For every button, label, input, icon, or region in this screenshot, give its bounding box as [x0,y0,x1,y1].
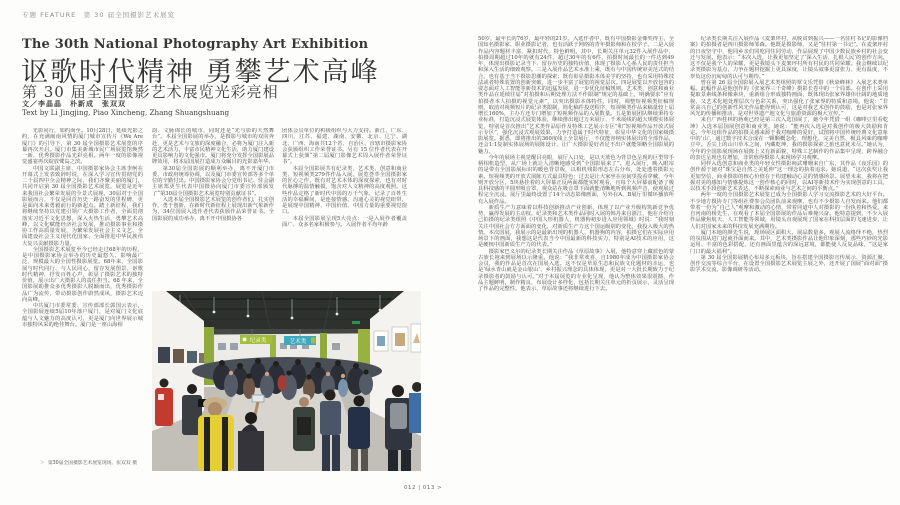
body-paragraph: 今年的展场主视觉醒目亮眼，展厅入口处，是以天蓝色为背景色呈现的巨型带手柄相机造型，从广场上就让人清晰地感受到“全国影展来了”。进入展厅，映入眼帘的是带有全国影展标识的暖色背景板，以相机残影形态左右分布，处处透着摄影元素。短视频类的开放式展陈方式最具特色：过去是让大家坐在房间里投看穿戴，今年则开放分区，5块悬挂着的大屏幕正反两面都能实时观看，且每个大屏幕前配备了极具科技感的半圆形吸音罩，观众站在吸音罩下面就能清晰地听到视频声音，使观展过程完全沉浸。展厅里最终设置了14个动态影像画面，另外在A、B展厅里循环播放所有入展作品。 [478,154,674,205]
body-paragraph: 本届全国影展共有纪录类、艺术类、创意和商业类、短视频类279件作品入展。展览荟萃全国摄影家的匠心之作，既有对艺术本体的深度探索，也有对时代脉搏的温情触摸，饱含对人文精神的高度观照。这些作品定格了新时代中国的万千气象，记录了百姓生活的幸福瞬间，是连接情感、沟通心灵的视觉纽带，是展现中国精神、中国价值、中国力量的重要视觉窗口。 [282,165,407,216]
left-page-column-1 [22,128,143,436]
body-paragraph: 本届全国影展呈现5大亮点：一是入展作者覆盖面广、众多名家积极参与。入展作者平均年龄 [282,215,407,228]
page-kicker: 专题 FEATURE 第 30 届全国摄影艺术展览 [22,11,176,19]
caption-arrow-icon: ＞ [40,461,45,466]
byline-english: Text by Li Jingjing, Piao Xincheng, Zhang Shuangshuang [22,108,230,117]
body-paragraph: 第30届全国影展的顺利举办，离不开厦门市委、市政府统筹协调，以及厦门市委宣传部等多个单位的辛勤付出。中国摄影家协会分党组书记、驻会副主席郑更生代表中国摄协向厦门市委宣传部颁发了“第30届全国摄影艺术展览特别贡献证书”。 [152,165,274,197]
body-paragraph: 摄影家巴义尔的纪录类长期关注作品《草原故事》入展，他特意穿上藏蓝色的蒙古族长袍来到展场以示隆重。他说：“我非常欢喜，自1980年成为中国摄影家协会会员，我的作品是首次在国展入选。这不仅是草原生态和民族文化题材的幸运，也是‘绿水青山就是金山银山’、乡村振兴理念的具体体现，更是对一大批长期致力于纪录摄影者的鼓励与认可。”对于本届展览的专业化呈现，他认为整体效果很震撼，作品主题鲜明，制作精良，布展设计多样化，包括长期关注单元的折页展示，灵活呈现了作品的完整性。他表示，草原故事还将继续进行下去。 [478,248,674,292]
body-paragraph: 光影同行，如约而至。10月28日，延续光影之约，在充满闽南风情的厦门城市宣传片《We Are 厦门》的引导下，第 30 届全国摄影艺术展览的序幕再次开启。厦门市集美新城市民广场展览馆焕然一新，优秀摄影作品光彩亮相。两年一度的影像视觉盛宴再次绽放鹭岛之滨。 [22,128,143,166]
exhibition-photo [152,291,421,471]
right-page-column-2 [690,36,888,456]
body-paragraph: 入选本届全国摄影艺术展览的创作者们，扎实创作、勇于创新，在新时代新征程上展现出新气象新作为，34位国展入选作者代表获颁作品荣誉证书。全国影展的成功举办，离不开中国摄协各 [152,196,274,222]
body-paragraph: 来自广西桂林的蒋莉已经是第三次入选国展了，她今年凭借一组《咖啡豆里看乾坤》入选本届国展创意和商业类。她说：“能再次入选是对我创作的极大鼓励和肯定。今年这组作品的拍摄灵感来源于我对咖啡的爱好，试图将中国传统经典文化意象中的‘山’，通过数字技术合成在一颗颗概念化、理想化、完美自然、极具风味的咖啡豆中。舌尖上的山川草木之间，内藏乾坤，我的摄影探索之旅也意犹未尽。”她认为，今年的全国影展现场在展陈上又有新面貌，特殊工艺制作的作品集中呈现，跨界融合的表达呈现也有增加，非常值得摄影人来现场学习观摩。 [690,117,888,161]
body-paragraph: 韵、文脉绵长的城市，同时还是“光与影的天然舞台”。本届全国影展的举办，是摄影与城市的双向奔赴，更是艺术与文旅的深度融合，必将为厦门注入新的艺术活力，丰富市民精神文化生活，助力厦门建设更具影响力的文化强市。厦门将充分发挥全国影展品牌效用，将本届国展打造成万众瞩目的光影嘉年华。 [152,128,274,166]
body-paragraph: 曾在第 26 届全国影展入展艺术类组照的覃文乐凭借《秋染峰林》入展艺术类单幅。此幅作品是他创作的《张家界三千奇峰》摄影长卷中的一个局部。在创作上采用提取景素线条和像素块，重新组合形成独特画面，既体现出张家界雄伟壮阔的地质地貌，又艺术化地处理层次与色彩关系，突出强化了张家界的特质和意境。他说：“非常高兴自己的创新性风光作品能得到认可，这是对我艺术创作的鼓励，也是对张家界风光的传播和推动，是对世界遗产地文化与旅游资源的极大宣传。” [690,79,888,117]
body-paragraph: 两年一度的全国摄影艺术展览已成为全国摄影人学习交流摄影艺术的大好平台。不少地方摄协专门等组社费参会员团队前来观摩，也有不少摄影人自发而来。他们都带着一份为“自己人”观摩和激动的心情，带着同道中人对摄影的一份执着和热爱。来自河南的杨先生，在观看了本届全国影展的作品后难掩兴奋。他特意提到，不少入展作品聚焦航天、人工智能等领域，用镜头直观展现了国家在科技层面的飞速进步，让人们对国家未来的科技发展充满期待。 [690,192,888,230]
svg-text:艺术类: 艺术类 [289,339,307,345]
body-paragraph: 中国文联副主席、中国摄影家协会主席李舸在开幕式上发表致辞时说，在深入学习宣传贯彻党的二十届四中全会精神之际，我们齐聚美丽的厦门，共同开启第 30 届全国摄影艺术展览。展览是近年来我国社会繁荣发展的全景式展现，30届对于全国影展而言，不仅是回首历史一路奋发的里程碑，更是面向未来勇毅前行的新起点。踏上新征程，我们将继续坚持以党建引领广大摄影工作者，全面贯彻落实习近平文化思想，深入火热生活，勇攀艺术高峰，以文化赋能经济社会发展，推动摄影事业和摄协工作高质量发展，为繁荣发展社会主义文艺、全面建设社会主义现代化国家、全面推进中华民族伟大复兴贡献摄影力量。 [22,165,143,247]
right-page-column-1 [478,36,674,474]
exit-sign [352,321,360,324]
red-backpack [278,375,287,391]
body-paragraph: 50岁，最年长的76岁，最年轻的21岁。入选作者中，既有中国摄影金像奖得主、全国知名摄影家、职业摄影记者，也有活跃于网络的青年摄影师和在校学子。二是入展作品内容题材丰富、紧扣时代、特色鲜明。其中，长期关注单元32件入展作品中，拍摄周期超过10年的就有24件，超过30年的有6件，拍摄时间最长的一件达到49年，体现出摄影记录当下、留存历史的独特价值，体现了摄影人心系人民的责任担当和深入生活的细致观察。三是入展作品艺术水准上乘，既有与中国传统审美范式的结合，也有基于当下摄影思潮的探索；既有彰显摄影本体美学的坚持，也有采用特殊技法或者特殊装置的创新突破，进一步丰富了展览的视觉层次。四是展览以开放包容的姿态面对人工智能等新技术的迅猛发展，进一步优化征稿规则。艺术类、创意和商业类作品在延续往届“对拍摄和后期处理方法不作限制”规定的基础上，明确要求“应有拍摄者本人拍摄的视觉元素”，以突出摄影本体特性。同时，调整短视频类征稿规则，取消对视频短片的纪录类限制，简化稿件投送程序，短视频类作品来稿量较上届增长160%，主办方还专门增加了短视频作品的入展数量。五是策展团队继续秉持专业标准，打造沉浸式展览体验，继续推出超过万米展厅、千米展线的超大规模实体展览，特别是首次推出“艺术类作品原作及特殊工艺展示专区”和“短视频作品开放式展示专区”，强化沉浸式观展效果，力争打造属于时代特征、彰显中华文化的国家级摄影展览。据悉，即将推出的360度线上全景展厅，不仅能容纳实体展出的全部作品，还会1:1复制实体展场的展陈设计，让广大摄影爱好者足不出户就能领略全国影展的魅力。 [478,36,674,155]
body-paragraph: 第 30 届全国影展精心布局多元板块，旨在搭建全国摄影宣传展示、资源汇聚、创作交流等综合平台，在设置全国摄影艺术展览主展之外，还开展了国展“面对面”摄影学术交流、影像调研等活动。 [690,254,888,274]
page-number: 012 | 013 > [404,485,443,491]
page-subtitle: 第 30 届全国摄影艺术展览光彩亮相 [22,83,279,101]
body-paragraph: 厦门本地的颜先生说，现场展区面积大、展品数量多，观展人流络绎不绝，热烈的氛围从进门起就扑面而来。其中，艺术类摄影作品让他印象深刻，那些巧妙的光影运用、丰富的色彩搭配，还有画面里蕴含的深远意境，都能使人反复品味，“这是家门口的最大福利”。 [690,229,888,255]
byline-chinese: 文／李晶晶 朴新成 张双双 [22,99,126,108]
body-paragraph: 同样入选创意和商业类的年轻女性摄影师武珊珊来自广东，其作品《夜乐园》的创作源于她对“珠宝是自然之美延伸”这一理念的执着追求。她说道，“这次获奖让我更加坚信，商业摄影的核心价值在于构建触动心灵的情感场景。展望未来，我将在把握对美的感知与情感提炼这一创作核心的同时，以AI等新技术作为实现创意的工具，以技术手段创新艺术表达，不断探索商业与艺术之间的平衡点。” [690,161,888,192]
page-title: 讴歌时代精神 勇攀艺术高峰 [21,57,380,88]
body-paragraph: 全国摄影艺术展览至今已经走过68年的历程，是中国摄影家协会举办的历史最悠久、影响最广泛、规模最大的全国性摄影展览。68年来，全国影展与时代同行、与人民同心，留存发展图景、讴歌时代精神，抒发百姓心声，彰显了摄影艺术的独特价值，展示出广大摄影人的责任担当。68 年来，全国影展助推众多优秀摄影人脱颖而出，优秀摄影作品广为流传，带动摄影创作蔚然成风，摄影艺术迈向高峰。 [22,246,143,303]
svg-text:纪录类: 纪录类 [249,338,267,344]
title-english: The 30th National Photography Art Exhibition [22,37,369,52]
left-page-column-3 [282,128,407,284]
left-page-column-2 [152,128,274,284]
body-paragraph: 纪录类长期关注入展作品《麦架坪村，从脱贫到振兴——一名驻村书记的影像档案》的拍摄者是四川摄影师邹森。他既是摄影师，又是“驻村第一书记”。在麦架坪村的日夜坚守中，他同乡亲们同吃同住同劳动，作品展现了中国少数民族乡村的社会变迁与发展。他表示：“本次入选，让我更加坚定了‘深入生活、扎根人民’的创作方向。这不仅是我个人的荣耀，更是我镜头下麦架坪村所有村民的共同荣耀。我会继续以纪录类摄影为基点，力争在题材挖掘上更具深度，让镜头叙事更富张力、更有温度，不辜负这份沉甸甸的认可与期待。” [690,36,888,80]
body-paragraph: 团体会员单位的积极组织与大力支持。浙江、广东、四川、江苏、福建、湖南、安徽、北京、辽宁、湖北、广西、海南共12个省、自治区、直辖市摄影家协会获颁组织工作荣誉证书。另有 15 位作者代表在开幕式上获颁“第二届厦门影像艺术周入展作者荣誉证书”。 [282,128,407,166]
body-paragraph: 新质生产力意味着以科技创新推动产业创新，体现了以产业升级构筑新竞争优势，赢得发展的主动权。纪录类和艺术类作品同时入展的韩丹来自浙江，他在介绍自己拍摄的纪录类组照《中国人形机器人，机器狗初步进入应用领域》时说：“我时刻关注中国社会方方面面的变化，对新质生产力这个国运级别的变化，我投入极大的热情。本次国展，我展示的是最新出现的机器人、机器狗的内容，拍摄它们在实际应用场景下的画面，我想这是代表当今中国最新的科技实力，特别是AI技术的应用，这是硬核中国新质生产力的代表。” [478,204,674,249]
body-paragraph: 中共厦门市委常委、宣传部部长郭国云表示，全国影展连续5届10年落户厦门，是对厦门文化底蕴与人文魅力的高度认可，更是厦门向世界展示城市独特风采的绝佳舞台。厦门是一座山海相 [22,303,143,328]
caption-text: 第30届全国摄影艺术展览现场。张双双 摄 [47,461,137,466]
photo-caption [40,459,148,466]
